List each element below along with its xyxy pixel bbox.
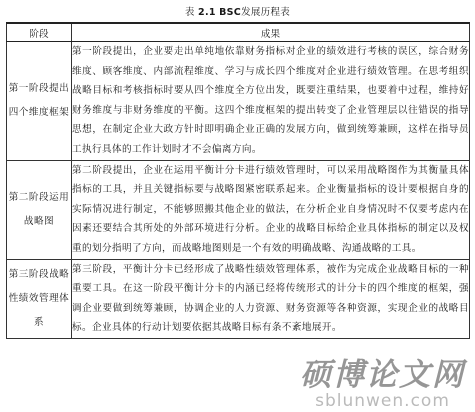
result-cell: 第三阶段，平衡计分卡已经形成了战略性绩效管理体系，被作为完成企业战略目标的一种重要工具。在这一阶段平衡计分卡的内涵已经将传统形式的计分卡的四个维度的框架，强调企业要做到统筹兼顾，协调企业的人力资源、财务资源等各种资源，实现企业的战略目标。企业具体的行动计划要依据其战略目标有条不紊地展开。 bbox=[72, 259, 470, 338]
phase-cell: 第一阶段提出四个维度框架 bbox=[7, 42, 72, 161]
phase-cell: 第二阶段运用战略图 bbox=[7, 160, 72, 259]
result-cell: 第一阶段提出，企业要走出单纯地依靠财务指标对企业的绩效进行考核的误区，综合财务维度、顾客维度、内部流程维度、学习与成长四个维度对企业进行绩效管理。在思考组织战略目标和考核指标时要从四个维度全方位出发，既要注重结果，也要着中过程，维持好财务维度与非财务维度的平衡。这四个维度框架的提出转变了企业管理层以往错误的指导思想，在制定企业大政方针时即明确企业正确的发展方向，做到统筹兼顾，这样在指导员工执行具体的工作计划时才不会偏离方向。 bbox=[72, 42, 470, 161]
table-row bbox=[7, 42, 470, 161]
header-result: 成果 bbox=[72, 23, 470, 42]
table-row bbox=[7, 259, 470, 338]
watermark-text: 硕博论文网 bbox=[300, 357, 465, 393]
table-row bbox=[7, 160, 470, 259]
watermark bbox=[300, 358, 465, 410]
watermark-url: sblunwen.com bbox=[315, 391, 450, 411]
phase-cell: 第三阶段战略性绩效管理体系 bbox=[7, 259, 72, 338]
caption-title: 发展历程表 bbox=[241, 7, 291, 18]
caption-prefix: 表 bbox=[184, 7, 195, 18]
table-caption bbox=[0, 4, 475, 18]
caption-tag: BSC bbox=[219, 7, 242, 18]
header-phase: 阶段 bbox=[7, 23, 72, 42]
caption-number: 2.1 bbox=[198, 7, 216, 18]
result-cell: 第二阶段提出，企业在运用平衡计分卡进行绩效管理时，可以采用战略图作为其衡量具体指标的工具，并且关键指标要与战略图紧密联系起来。企业衡量指标的设计要根据自身的实际情况进行制定，不能够照搬其他企业的做法，在分析企业自身情况时不仅要考虑内在因素还要结合其所处的外部环境进行分析。企业的战略目标给企业具体指标的制定以及权重的划分指明了方向，而战略地图则是一个有效的明确战略、沟通战略的工具。 bbox=[72, 160, 470, 259]
development-table bbox=[6, 22, 470, 339]
table-header-row bbox=[7, 23, 470, 42]
